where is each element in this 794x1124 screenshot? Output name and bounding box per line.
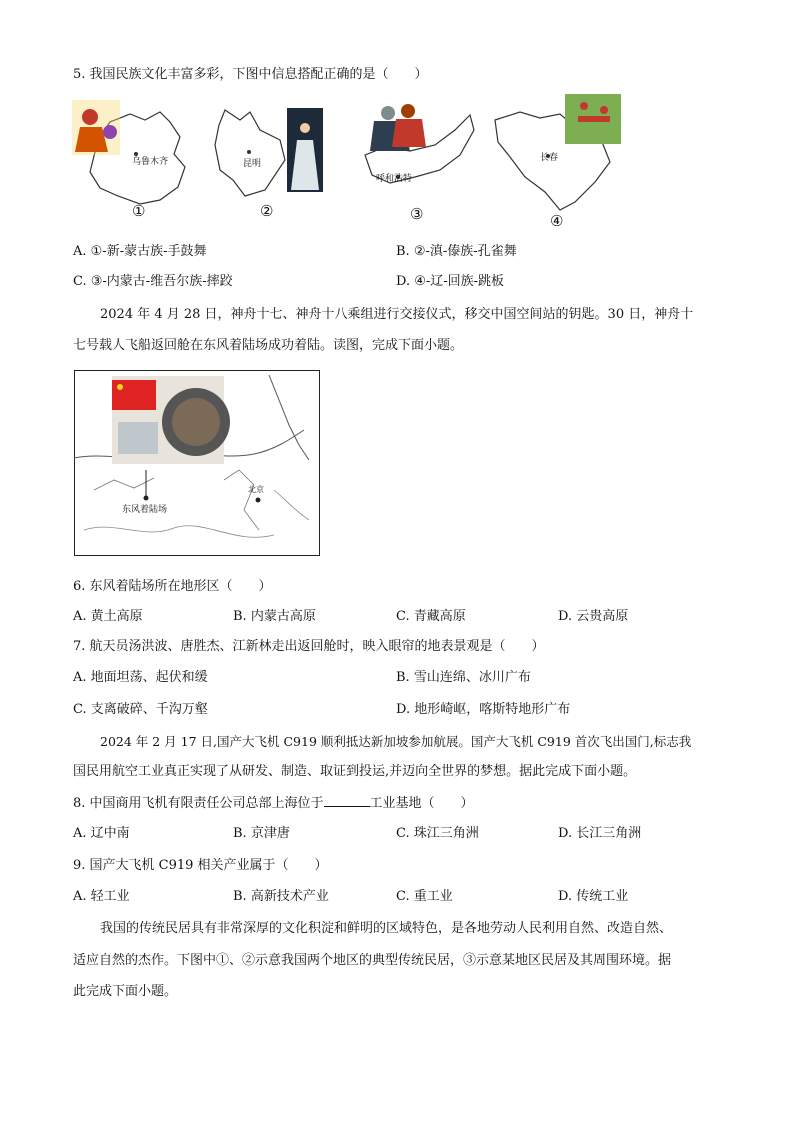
passage1-line2: 七号载人飞船返回舱在东风着陆场成功着陆。读图，完成下面小题。 [73,338,464,353]
landing-site-map [74,370,320,556]
q6-option-a: A. 黄土高原 [73,609,143,624]
q6-option-c: C. 青藏高原 [396,609,466,624]
q8-option-a: A. 辽中南 [73,826,130,841]
q8-option-d: D. 长江三角洲 [558,826,642,841]
q5-city-1: 乌鲁木齐 [132,157,169,167]
q5-city-3: 呼和浩特 [376,174,413,184]
landing-site-label: 东风着陆场 [122,505,168,515]
passage1-line1: 2024 年 4 月 28 日，神舟十七、神舟十八乘组进行交接仪式，移交中国空间站的钥匙。30 日，神舟十 [100,307,694,322]
q5-map-2 [205,100,335,230]
q9-stem: 9. 国产大飞机 C919 相关产业属于（ ） [73,858,328,873]
q7-option-d: D. 地形崎岖，喀斯特地形广布 [396,702,571,717]
q7-option-c: C. 支离破碎、千沟万壑 [73,702,208,717]
q7-option-b: B. 雪山连绵、冰川广布 [396,670,531,685]
q9-option-c: C. 重工业 [396,889,453,904]
q5-option-c: C. ③-内蒙古-维吾尔族-摔跤 [73,274,233,289]
q5-city-2: 昆明 [243,159,262,169]
q5-map-3 [360,95,480,230]
q5-stem: 5. 我国民族文化丰富多彩，下图中信息搭配正确的是（ ） [73,67,428,82]
q6-option-d: D. 云贵高原 [558,609,629,624]
passage3-line3: 此完成下面小题。 [73,984,178,999]
passage3-line2: 适应自然的杰作。下图中①、②示意我国两个地区的典型传统民居，③示意某地区民居及其周围环境。据 [73,953,672,968]
q8-option-b: B. 京津唐 [233,826,290,841]
q5-map-4 [490,92,625,237]
beijing-label: 北京 [248,485,264,494]
q5-option-b: B. ②-滇-傣族-孔雀舞 [396,244,517,259]
q8-stem-before: 8. 中国商用飞机有限责任公司总部上海位于 [73,796,324,811]
q5-num-1: ① [132,202,146,220]
q7-option-a: A. 地面坦荡、起伏和缓 [73,670,208,685]
q5-map-1 [70,92,200,232]
q8-option-c: C. 珠江三角洲 [396,826,479,841]
q6-stem: 6. 东风着陆场所在地形区（ ） [73,579,272,594]
q5-city-4: 长春 [540,153,559,163]
q8-answer-blank[interactable] [324,794,370,807]
q7-stem: 7. 航天员汤洪波、唐胜杰、江新林走出返回舱时，映入眼帘的地表景观是（ ） [73,639,545,654]
passage2-line2: 国民用航空工业真正实现了从研发、制造、取证到投运,并迈向全世界的梦想。据此完成下面小题。 [73,764,637,779]
q8-stem-after: 工业基地（ ） [369,796,474,811]
q5-option-a: A. ①-新-蒙古族-手鼓舞 [73,244,207,259]
passage2-line1: 2024 年 2 月 17 日,国产大飞机 C919 顺利抵达新加坡参加航展。国产大飞机 C919 首次飞出国门,标志我 [100,734,692,749]
q9-option-d: D. 传统工业 [558,889,629,904]
q9-option-a: A. 轻工业 [73,889,130,904]
q5-num-4: ④ [550,212,564,230]
q5-option-d: D. ④-辽-回族-跳板 [396,274,505,289]
north-china-map [74,370,320,556]
passage3-line1: 我国的传统民居具有非常深厚的文化积淀和鲜明的区域特色，是各地劳动人民利用自然、改造自然、 [100,921,673,936]
q6-option-b: B. 内蒙古高原 [233,609,316,624]
q5-num-3: ③ [410,205,424,223]
q9-option-b: B. 高新技术产业 [233,889,329,904]
q8-stem [73,794,474,813]
q5-num-2: ② [260,202,274,220]
